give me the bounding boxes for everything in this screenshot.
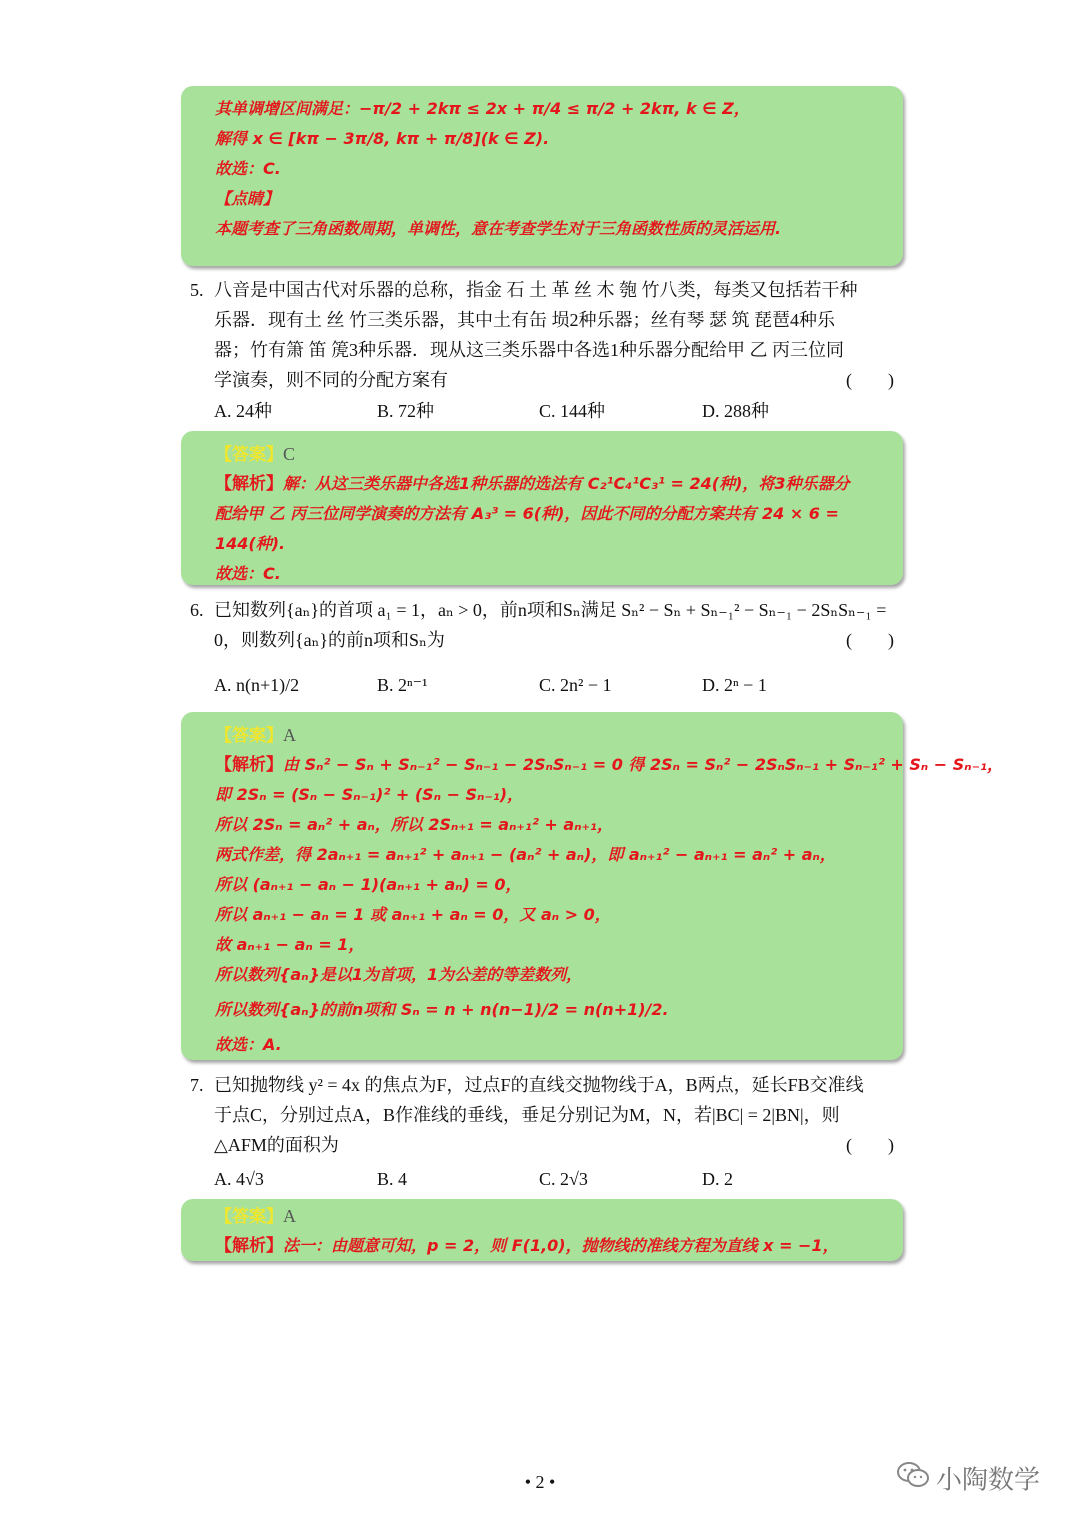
question-text: 于点C，分别过点A，B作准线的垂线，垂足分别记为M，N，若|BC| = 2|BN|，则 xyxy=(214,1105,840,1125)
solution-line: 法一：由题意可知，p = 2，则 F(1,0)，抛物线的准线方程为直线 x = −1， xyxy=(283,1236,839,1255)
answer-value: A xyxy=(283,1206,296,1226)
solution-box-q7 xyxy=(181,1199,903,1261)
answer-tag: 【答案】 xyxy=(215,1207,283,1227)
solution-line: 由 Sₙ² − Sₙ + Sₙ₋₁² − Sₙ₋₁ − 2SₙSₙ₋₁ = 0 得 2Sₙ = Sₙ² − 2SₙSₙ₋₁ + Sₙ₋₁² + Sₙ − Sₙ₋₁， xyxy=(283,755,1004,774)
solution-line: 配给甲 乙 丙三位同学演奏的方法有 A₃³ = 6(种)，因此不同的分配方案共有 24 × 6 = xyxy=(215,504,839,523)
option-b: B. 2ⁿ⁻¹ xyxy=(377,675,428,695)
solution-line: 解：从这三类乐器中各选1种乐器的选法有 C₂¹C₄¹C₃¹ = 24(种)，将3种乐器分 xyxy=(283,474,850,493)
option-d: D. 2 xyxy=(702,1169,733,1189)
page-number: • 2 • xyxy=(524,1472,556,1492)
question-text: 八音是中国古代对乐器的总称，指金 石 土 革 丝 木 匏 竹八类，每类又包括若干种 xyxy=(214,280,858,300)
question-text: 器；竹有箫 笛 箎3种乐器．现从这三类乐器中各选1种乐器分配给甲 乙 丙三位同 xyxy=(214,340,844,360)
question-text: 0，则数列{aₙ}的前n项和Sₙ为 xyxy=(214,630,445,650)
question-number: 7. xyxy=(190,1075,204,1095)
solution-line: 144(种). xyxy=(215,534,286,553)
analysis-tag: 【解析】 xyxy=(215,755,283,775)
solution-line: 故选：C. xyxy=(215,564,281,583)
option-c: C. 2n² − 1 xyxy=(539,675,612,695)
answer-value: A xyxy=(283,725,296,745)
question-text: 乐器．现有土 丝 竹三类乐器，其中土有缶 埙2种乐器；丝有琴 瑟 筑 琵琶4种乐 xyxy=(214,310,835,330)
options-q7 xyxy=(214,1164,904,1194)
remark-tag: 【点睛】 xyxy=(215,189,280,208)
answer-bracket: ( ) xyxy=(846,1135,894,1155)
option-a: A. 4√3 xyxy=(214,1169,264,1189)
question-text: △AFM的面积为 xyxy=(214,1135,339,1155)
option-b: B. 4 xyxy=(377,1169,408,1189)
solution-box-q6 xyxy=(181,712,1004,1060)
solution-line: 其单调增区间满足：−π/2 + 2kπ ≤ 2x + π/4 ≤ π/2 + 2kπ, k ∈ Z， xyxy=(215,99,750,118)
option-a: A. 24种 xyxy=(214,401,272,421)
solution-box-q5 xyxy=(181,431,903,585)
solution-line: 即 2Sₙ = (Sₙ − Sₙ₋₁)² + (Sₙ − Sₙ₋₁)， xyxy=(215,785,524,804)
solution-line: 故选：C. xyxy=(215,159,281,178)
question-text: 学演奏，则不同的分配方案有 xyxy=(214,370,448,390)
options-q5 xyxy=(214,396,904,426)
question-5 xyxy=(190,275,900,395)
option-b: B. 72种 xyxy=(377,401,435,421)
options-q6 xyxy=(214,670,904,700)
answer-tag: 【答案】 xyxy=(215,726,283,746)
solution-line: 解得 x ∈ [kπ − 3π/8, kπ + π/8](k ∈ Z). xyxy=(215,129,550,148)
solution-line: 所以数列{aₙ}的前n项和 Sₙ = n + n(n−1)/2 = n(n+1)/2. xyxy=(215,1000,669,1019)
wechat-icon xyxy=(896,1460,930,1502)
option-d: D. 2ⁿ − 1 xyxy=(702,675,767,695)
question-number: 5. xyxy=(190,280,204,300)
solution-box-q4 xyxy=(181,86,903,266)
option-a: A. n(n+1)/2 xyxy=(214,675,300,695)
answer-value: C xyxy=(283,444,296,464)
solution-line: 本题考查了三角函数周期，单调性，意在考查学生对于三角函数性质的灵活运用. xyxy=(215,219,782,238)
analysis-tag: 【解析】 xyxy=(215,1236,283,1256)
solution-line: 所以 aₙ₊₁ − aₙ = 1 或 aₙ₊₁ + aₙ = 0，又 aₙ > 0， xyxy=(215,905,611,924)
option-c: C. 2√3 xyxy=(539,1169,588,1189)
question-text: 已知抛物线 y² = 4x 的焦点为F，过点F的直线交抛物线于A，B两点，延长FB交准线 xyxy=(214,1075,864,1095)
option-c: C. 144种 xyxy=(539,401,606,421)
analysis-tag: 【解析】 xyxy=(215,474,283,494)
option-d: D. 288种 xyxy=(702,401,769,421)
question-6 xyxy=(190,595,900,655)
answer-bracket: ( ) xyxy=(846,370,894,390)
question-number: 6. xyxy=(190,600,204,620)
answer-tag: 【答案】 xyxy=(215,445,283,465)
answer-bracket: ( ) xyxy=(846,630,894,650)
solution-line: 故 aₙ₊₁ − aₙ = 1， xyxy=(215,935,365,954)
solution-line: 所以数列{aₙ}是以1为首项，1为公差的等差数列， xyxy=(215,965,583,984)
solution-line: 故选：A. xyxy=(215,1035,282,1054)
watermark xyxy=(896,1460,1040,1500)
question-text: 已知数列{aₙ}的首项 a₁ = 1，aₙ > 0，前n项和Sₙ满足 Sₙ² − Sₙ + Sₙ₋₁² − Sₙ₋₁ − 2SₙSₙ₋₁ = xyxy=(214,600,887,620)
watermark-text: 小陶数学 xyxy=(936,1465,1041,1496)
solution-line: 所以 (aₙ₊₁ − aₙ − 1)(aₙ₊₁ + aₙ) = 0， xyxy=(215,875,522,894)
question-7 xyxy=(190,1070,900,1160)
solution-line: 所以 2Sₙ = aₙ² + aₙ，所以 2Sₙ₊₁ = aₙ₊₁² + aₙ₊₁， xyxy=(215,815,613,834)
solution-line: 两式作差，得 2aₙ₊₁ = aₙ₊₁² + aₙ₊₁ − (aₙ² + aₙ)，即 aₙ₊₁² − aₙ₊₁ = aₙ² + aₙ， xyxy=(215,845,836,864)
